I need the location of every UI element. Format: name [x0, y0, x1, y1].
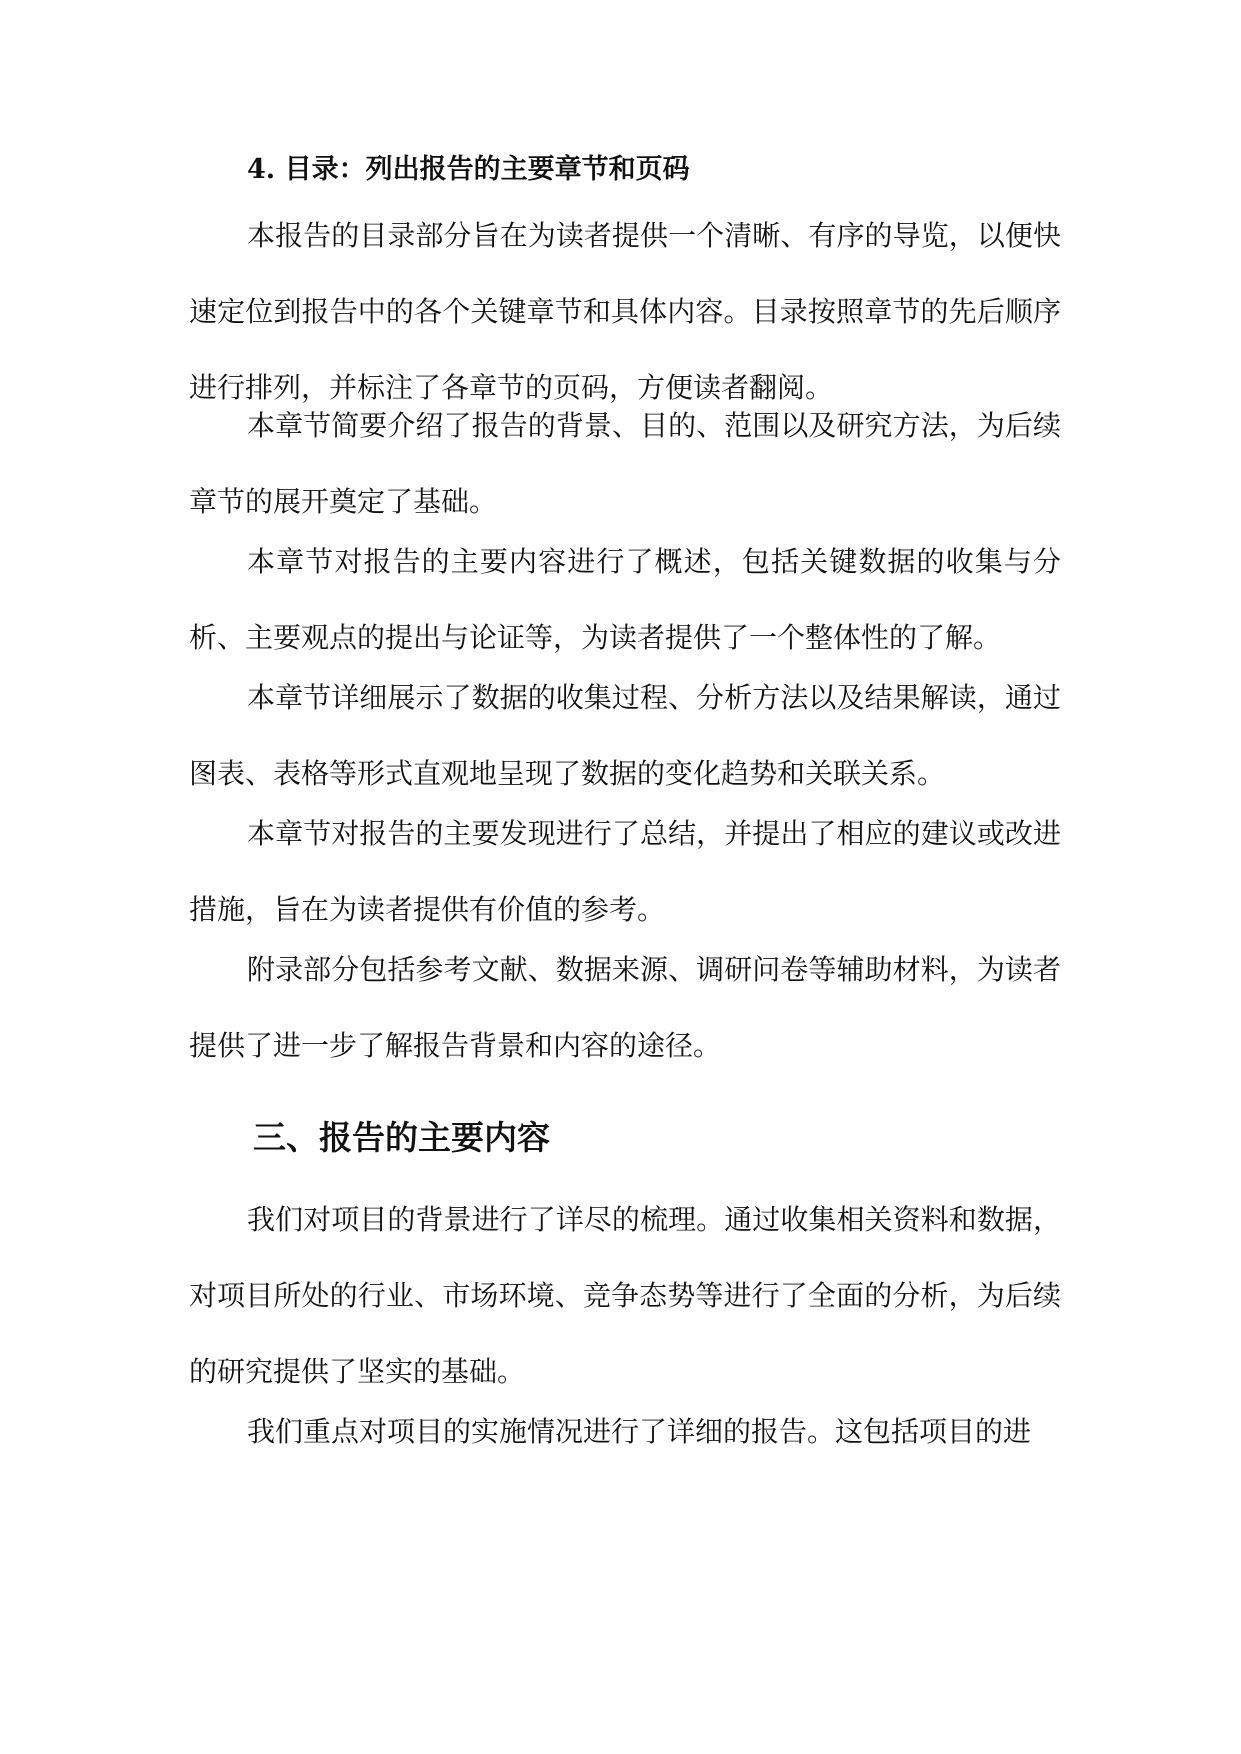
toc-paragraph-6: [189, 932, 1061, 1084]
paragraph: 附录部分包括参考文献、数据来源、调研问卷等辅助材料，为读者提供了进一步了解报告背景和内容的途径。: [189, 953, 1061, 1062]
toc-paragraph-3: [189, 524, 1061, 676]
paragraph: 我们对项目的背景进行了详尽的梳理。通过收集相关资料和数据，对项目所处的行业、市场环境、竞争态势等进行了全面的分析，为后续的研究提供了坚实的基础。: [189, 1203, 1061, 1388]
paragraph: 本章节对报告的主要内容进行了概述，包括关键数据的收集与分析、主要观点的提出与论证等，为读者提供了一个整体性的了解。: [189, 545, 1061, 654]
main-paragraph-2: [189, 1394, 1061, 1470]
section-heading: 三、报告的主要内容: [253, 1118, 550, 1157]
toc-paragraph-5: [189, 796, 1061, 948]
paragraph: 本章节对报告的主要发现进行了总结，并提出了相应的建议或改进措施，旨在为读者提供有价值的参考。: [189, 817, 1061, 926]
toc-paragraph-4: [189, 660, 1061, 812]
paragraph: 本章节详细展示了数据的收集过程、分析方法以及结果解读，通过图表、表格等形式直观地呈现了数据的变化趋势和关联关系。: [189, 681, 1061, 790]
main-paragraph-1: [189, 1182, 1061, 1410]
paragraph: 本报告的目录部分旨在为读者提供一个清晰、有序的导览，以便快速定位到报告中的各个关键章节和具体内容。目录按照章节的先后顺序进行排列，并标注了各章节的页码，方便读者翻阅。: [189, 219, 1061, 404]
toc-paragraph-2: [189, 388, 1061, 540]
paragraph: 本章节简要介绍了报告的背景、目的、范围以及研究方法，为后续章节的展开奠定了基础。: [189, 409, 1061, 518]
paragraph: 我们重点对项目的实施情况进行了详细的报告。这包括项目的进: [247, 1415, 1032, 1448]
subheading-table-of-contents: 4. 目录：列出报告的主要章节和页码: [247, 154, 690, 185]
